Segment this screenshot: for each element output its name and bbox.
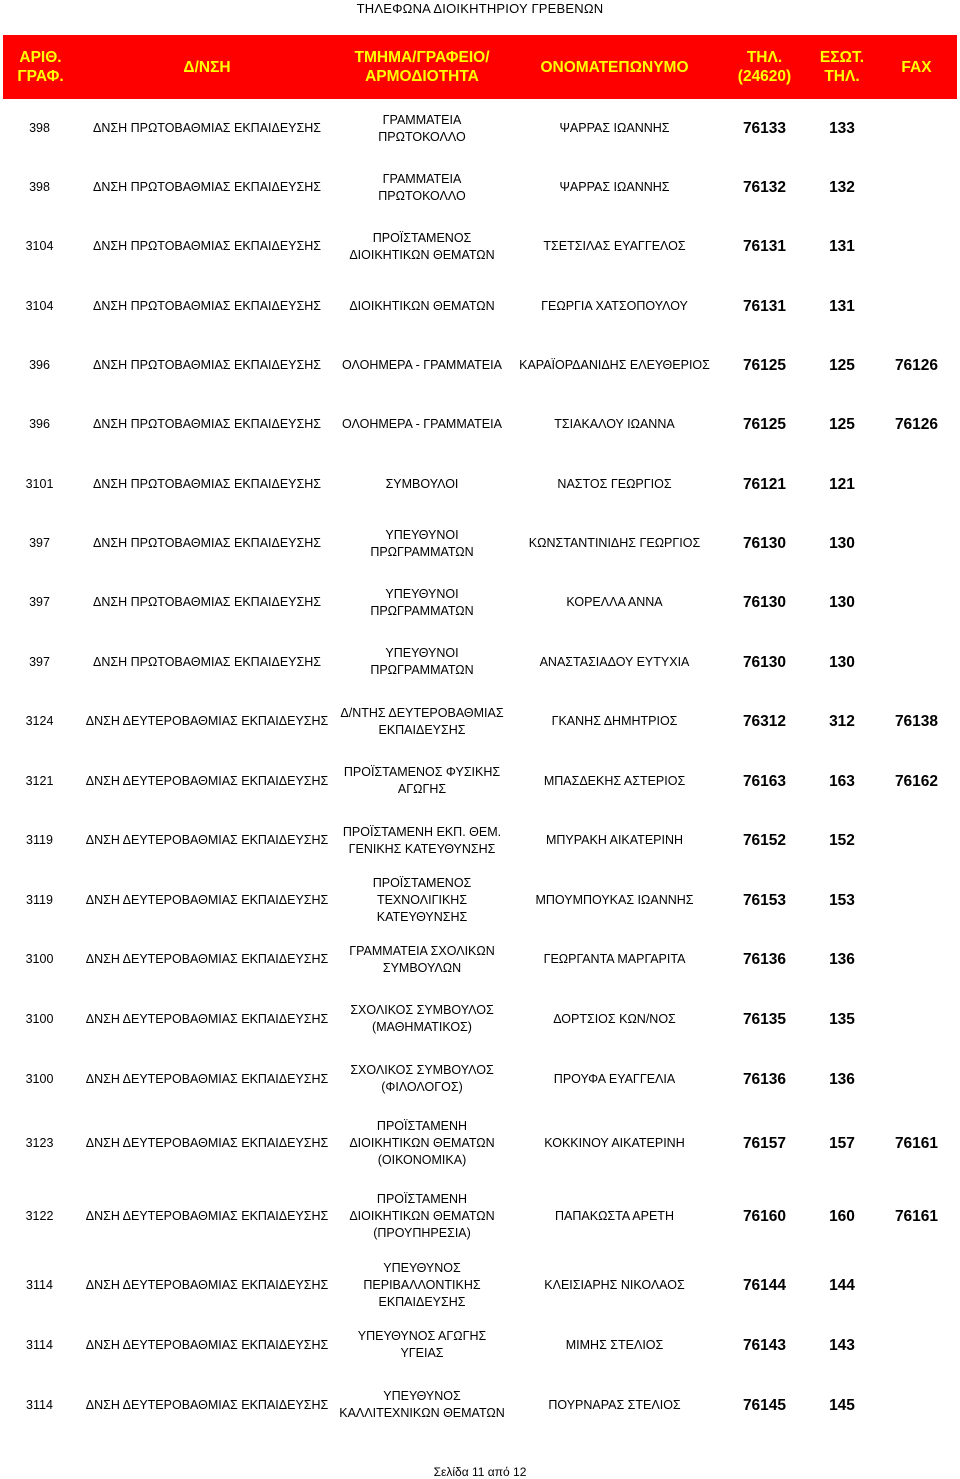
cell-internal: 130 bbox=[829, 535, 855, 552]
header-name: ΟΝΟΜΑΤΕΠΩΝΥΜΟ bbox=[508, 35, 721, 99]
cell-phone: 76312 bbox=[742, 713, 787, 730]
cell-phone: 76153 bbox=[742, 891, 787, 909]
cell-code: 396 bbox=[29, 417, 50, 431]
cell-code: 396 bbox=[29, 358, 50, 372]
cell-directorate: ΔΝΣΗ ΔΕΥΤΕΡΟΒΑΘΜΙΑΣ ΕΚΠΑΙΔΕΥΣΗΣ bbox=[85, 1337, 329, 1352]
cell-internal: 131 bbox=[829, 297, 855, 315]
cell-internal: 131 bbox=[829, 238, 855, 255]
cell-internal: 160 bbox=[829, 1208, 855, 1225]
cell-phone: 76163 bbox=[742, 772, 787, 790]
cell-fax bbox=[876, 573, 957, 632]
cell-directorate: ΔΝΣΗ ΠΡΩΤΟΒΑΘΜΙΑΣ ΕΚΠΑΙΔΕΥΣΗΣ bbox=[92, 180, 322, 194]
cell-name: ΨΑΡΡΑΣ ΙΩΑΝΝΗΣ bbox=[559, 180, 670, 194]
cell-directorate: ΔΝΣΗ ΔΕΥΤΕΡΟΒΑΘΜΙΑΣ ΕΚΠΑΙΔΕΥΣΗΣ bbox=[85, 892, 329, 907]
cell-directorate: ΔΝΣΗ ΔΕΥΤΕΡΟΒΑΘΜΙΑΣ ΕΚΠΑΙΔΕΥΣΗΣ bbox=[85, 1071, 329, 1086]
cell-department: ΠΡΟΪΣΤΑΜΕΝΟΣ ΤΕΧΝΟΛΙΓΙΚΗΣ ΚΑΤΕΥΘΥΝΣΗΣ bbox=[372, 875, 472, 924]
cell-name: ΑΝΑΣΤΑΣΙΑΔΟΥ ΕΥΤΥΧΙΑ bbox=[539, 654, 690, 669]
cell-fax: 76161 bbox=[894, 1135, 939, 1152]
cell-internal: 153 bbox=[829, 891, 855, 909]
cell-fax bbox=[876, 99, 957, 158]
cell-name: ΜΙΜΗΣ ΣΤΕΛΙΟΣ bbox=[565, 1337, 664, 1352]
table-row bbox=[3, 1049, 957, 1109]
header-code: ΑΡΙΘ. ΓΡΑΦ. bbox=[3, 35, 78, 99]
cell-phone: 76121 bbox=[742, 475, 787, 493]
cell-code: 3104 bbox=[25, 298, 54, 313]
cell-name: ΔΟΡΤΣΙΟΣ ΚΩΝ/ΝΟΣ bbox=[553, 1011, 676, 1026]
cell-department: ΣΧΟΛΙΚΟΣ ΣΥΜΒΟΥΛΟΣ (ΜΑΘΗΜΑΤΙΚΟΣ) bbox=[350, 1003, 494, 1034]
cell-name: ΚΑΡΑΪΟΡΔΑΝΙΔΗΣ ΕΛΕΥΘΕΡΙΟΣ bbox=[519, 358, 710, 372]
cell-name: ΨΑΡΡΑΣ ΙΩΑΝΝΗΣ bbox=[559, 121, 670, 135]
table-row bbox=[3, 751, 957, 811]
cell-phone: 76160 bbox=[742, 1208, 787, 1225]
cell-department: ΔΙΟΙΚΗΤΙΚΩΝ ΘΕΜΑΤΩΝ bbox=[349, 298, 495, 313]
cell-internal: 136 bbox=[829, 1070, 855, 1088]
table-body bbox=[3, 99, 957, 1435]
table-row bbox=[3, 989, 957, 1049]
cell-fax bbox=[876, 158, 957, 217]
cell-name: ΠΡΟΥΦΑ ΕΥΑΓΓΕΛΙΑ bbox=[553, 1071, 676, 1086]
cell-fax bbox=[876, 514, 957, 573]
cell-department: ΠΡΟΪΣΤΑΜΕΝΟΣ ΔΙΟΙΚΗΤΙΚΩΝ ΘΕΜΑΤΩΝ bbox=[349, 230, 495, 262]
cell-fax bbox=[876, 454, 957, 514]
cell-phone: 76135 bbox=[742, 1010, 787, 1028]
table-row bbox=[3, 1315, 957, 1375]
cell-phone: 76131 bbox=[742, 238, 787, 255]
header-internal: ΕΣΩΤ. ΤΗΛ. bbox=[808, 35, 876, 99]
cell-internal: 312 bbox=[829, 713, 855, 730]
cell-directorate: ΔΝΣΗ ΔΕΥΤΕΡΟΒΑΘΜΙΑΣ ΕΚΠΑΙΔΕΥΣΗΣ bbox=[85, 1397, 329, 1412]
cell-directorate: ΔΝΣΗ ΠΡΩΤΟΒΑΘΜΙΑΣ ΕΚΠΑΙΔΕΥΣΗΣ bbox=[92, 417, 322, 431]
cell-internal: 133 bbox=[829, 120, 855, 137]
cell-internal: 132 bbox=[829, 179, 855, 196]
cell-directorate: ΔΝΣΗ ΠΡΩΤΟΒΑΘΜΙΑΣ ΕΚΠΑΙΔΕΥΣΗΣ bbox=[92, 358, 322, 372]
table-row bbox=[3, 336, 957, 395]
table-row bbox=[3, 1109, 957, 1178]
cell-code: 398 bbox=[29, 121, 50, 135]
cell-fax bbox=[876, 217, 957, 276]
cell-directorate: ΔΝΣΗ ΠΡΩΤΟΒΑΘΜΙΑΣ ΕΚΠΑΙΔΕΥΣΗΣ bbox=[92, 476, 322, 491]
cell-name: ΓΚΑΝΗΣ ΔΗΜΗΤΡΙΟΣ bbox=[551, 714, 678, 728]
cell-directorate: ΔΝΣΗ ΠΡΩΤΟΒΑΘΜΙΑΣ ΕΚΠΑΙΔΕΥΣΗΣ bbox=[92, 121, 322, 135]
cell-phone: 76131 bbox=[742, 297, 787, 315]
table-row bbox=[3, 1255, 957, 1315]
cell-directorate: ΔΝΣΗ ΠΡΩΤΟΒΑΘΜΙΑΣ ΕΚΠΑΙΔΕΥΣΗΣ bbox=[92, 298, 322, 313]
cell-phone: 76143 bbox=[742, 1336, 787, 1354]
cell-internal: 130 bbox=[829, 653, 855, 671]
cell-department: ΟΛΟΗΜΕΡΑ - ΓΡΑΜΜΑΤΕΙΑ bbox=[342, 417, 502, 431]
cell-fax bbox=[876, 276, 957, 336]
cell-name: ΚΩΝΣΤΑΝΤΙΝΙΔΗΣ ΓΕΩΡΓΙΟΣ bbox=[528, 536, 701, 550]
cell-internal: 121 bbox=[829, 475, 855, 493]
cell-phone: 76125 bbox=[742, 416, 787, 433]
cell-fax: 76138 bbox=[894, 713, 939, 730]
header-directorate: Δ/ΝΣΗ bbox=[78, 35, 336, 99]
cell-phone: 76152 bbox=[742, 832, 787, 849]
cell-name: ΚΛΕΙΣΙΑΡΗΣ ΝΙΚΟΛΑΟΣ bbox=[544, 1277, 685, 1292]
header-department: ΤΜΗΜΑ/ΓΡΑΦΕΙΟ/ ΑΡΜΟΔΙΟΤΗΤΑ bbox=[336, 35, 508, 99]
cell-fax: 76126 bbox=[894, 416, 939, 433]
cell-department: ΣΥΜΒΟΥΛΟΙ bbox=[385, 476, 459, 491]
cell-name: ΓΕΩΡΓΙΑ ΧΑΤΣΟΠΟΥΛΟΥ bbox=[541, 298, 688, 313]
cell-phone: 76136 bbox=[742, 1070, 787, 1088]
cell-fax: 76126 bbox=[894, 357, 939, 374]
cell-fax bbox=[876, 811, 957, 870]
cell-fax bbox=[876, 1049, 957, 1109]
cell-internal: 136 bbox=[829, 951, 855, 968]
cell-department: ΥΠΕΥΘΥΝΟΙ ΠΡΩΓΡΑΜΜΑΤΩΝ bbox=[370, 527, 474, 559]
cell-department: ΥΠΕΥΘΥΝΟΣ ΑΓΩΓΗΣ ΥΓΕΙΑΣ bbox=[357, 1329, 487, 1360]
cell-directorate: ΔΝΣΗ ΔΕΥΤΕΡΟΒΑΘΜΙΑΣ ΕΚΠΑΙΔΕΥΣΗΣ bbox=[85, 714, 329, 728]
cell-code: 3100 bbox=[25, 1071, 54, 1086]
cell-fax bbox=[876, 1375, 957, 1435]
cell-code: 3100 bbox=[25, 1011, 54, 1026]
table-row bbox=[3, 454, 957, 514]
table-row bbox=[3, 217, 957, 276]
cell-department: ΠΡΟΪΣΤΑΜΕΝΗ ΔΙΟΙΚΗΤΙΚΩΝ ΘΕΜΑΤΩΝ (ΠΡΟΥΠΗΡΕΣΙΑ) bbox=[349, 1192, 495, 1240]
cell-fax: 76162 bbox=[894, 772, 939, 790]
cell-department: ΥΠΕΥΘΥΝΟΣ ΠΕΡΙΒΑΛΛΟΝΤΙΚΗΣ ΕΚΠΑΙΔΕΥΣΗΣ bbox=[363, 1260, 481, 1309]
cell-phone: 76144 bbox=[742, 1276, 787, 1294]
cell-internal: 143 bbox=[829, 1336, 855, 1354]
cell-directorate: ΔΝΣΗ ΔΕΥΤΕΡΟΒΑΘΜΙΑΣ ΕΚΠΑΙΔΕΥΣΗΣ bbox=[85, 1136, 329, 1150]
cell-phone: 76133 bbox=[742, 120, 787, 137]
cell-code: 3114 bbox=[26, 1277, 53, 1292]
cell-code: 3114 bbox=[26, 1337, 53, 1352]
cell-department: ΠΡΟΪΣΤΑΜΕΝΟΣ ΦΥΣΙΚΗΣ ΑΓΩΓΗΣ bbox=[343, 765, 501, 796]
cell-fax bbox=[876, 632, 957, 692]
table-row bbox=[3, 514, 957, 573]
cell-internal: 144 bbox=[829, 1276, 855, 1294]
cell-code: 397 bbox=[29, 654, 50, 669]
cell-code: 3121 bbox=[25, 773, 54, 788]
table-row bbox=[3, 1178, 957, 1255]
cell-internal: 135 bbox=[829, 1010, 855, 1028]
table-row bbox=[3, 395, 957, 454]
cell-code: 3123 bbox=[25, 1136, 54, 1150]
cell-department: ΥΠΕΥΘΥΝΟΙ ΠΡΩΓΡΑΜΜΑΤΩΝ bbox=[370, 646, 474, 677]
cell-name: ΝΑΣΤΟΣ ΓΕΩΡΓΙΟΣ bbox=[557, 476, 672, 491]
cell-code: 3119 bbox=[26, 892, 53, 907]
cell-name: ΜΠΑΣΔΕΚΗΣ ΑΣΤΕΡΙΟΣ bbox=[543, 773, 686, 788]
cell-internal: 125 bbox=[829, 416, 855, 433]
table-row bbox=[3, 930, 957, 989]
cell-internal: 125 bbox=[829, 357, 855, 374]
cell-directorate: ΔΝΣΗ ΠΡΩΤΟΒΑΘΜΙΑΣ ΕΚΠΑΙΔΕΥΣΗΣ bbox=[92, 239, 322, 253]
cell-directorate: ΔΝΣΗ ΠΡΩΤΟΒΑΘΜΙΑΣ ΕΚΠΑΙΔΕΥΣΗΣ bbox=[92, 595, 322, 609]
cell-name: ΠΑΠΑΚΩΣΤΑ ΑΡΕΤΗ bbox=[555, 1209, 674, 1223]
cell-phone: 76130 bbox=[742, 535, 787, 552]
cell-directorate: ΔΝΣΗ ΔΕΥΤΕΡΟΒΑΘΜΙΑΣ ΕΚΠΑΙΔΕΥΣΗΣ bbox=[85, 952, 329, 966]
cell-fax bbox=[876, 1255, 957, 1315]
header-fax: FAX bbox=[876, 35, 957, 99]
cell-code: 3119 bbox=[26, 833, 53, 847]
cell-name: ΤΣΕΤΣΙΛΑΣ ΕΥΑΓΓΕΛΟΣ bbox=[543, 239, 686, 253]
cell-code: 397 bbox=[29, 595, 50, 609]
table-row bbox=[3, 276, 957, 336]
cell-phone: 76130 bbox=[742, 653, 787, 671]
phone-directory-table bbox=[3, 35, 957, 1435]
cell-name: ΤΣΙΑΚΑΛΟΥ ΙΩΑΝΝΑ bbox=[554, 417, 675, 431]
cell-department: Δ/ΝΤΗΣ ΔΕΥΤΕΡΟΒΑΘΜΙΑΣ ΕΚΠΑΙΔΕΥΣΗΣ bbox=[340, 705, 504, 737]
table-row bbox=[3, 158, 957, 217]
cell-fax bbox=[876, 870, 957, 930]
cell-name: ΓΕΩΡΓΑΝΤΑ ΜΑΡΓΑΡΙΤΑ bbox=[543, 952, 686, 966]
cell-name: ΚΟΡΕΛΛΑ ΑΝΝΑ bbox=[566, 595, 663, 609]
cell-phone: 76136 bbox=[742, 951, 787, 968]
cell-department: ΓΡΑΜΜΑΤΕΙΑ ΠΡΩΤΟΚΟΛΛΟ bbox=[378, 112, 466, 144]
cell-department: ΓΡΑΜΜΑΤΕΙΑ ΣΧΟΛΙΚΩΝ ΣΥΜΒΟΥΛΩΝ bbox=[349, 943, 495, 975]
cell-phone: 76132 bbox=[742, 179, 787, 196]
cell-internal: 145 bbox=[829, 1396, 855, 1414]
cell-department: ΠΡΟΪΣΤΑΜΕΝΗ ΔΙΟΙΚΗΤΙΚΩΝ ΘΕΜΑΤΩΝ (ΟΙΚΟΝΟΜΙΚΑ) bbox=[349, 1119, 495, 1167]
cell-department: ΥΠΕΥΘΥΝΟΣ ΚΑΛΛΙΤΕΧΝΙΚΩΝ ΘΕΜΑΤΩΝ bbox=[339, 1389, 505, 1420]
page-title: ΤΗΛΕΦΩΝΑ ΔΙΟΙΚΗΤΗΡΙΟΥ ΓΡΕΒΕΝΩΝ bbox=[356, 1, 604, 16]
cell-fax bbox=[876, 930, 957, 989]
cell-directorate: ΔΝΣΗ ΔΕΥΤΕΡΟΒΑΘΜΙΑΣ ΕΚΠΑΙΔΕΥΣΗΣ bbox=[85, 1011, 329, 1026]
cell-department: ΥΠΕΥΘΥΝΟΙ ΠΡΩΓΡΑΜΜΑΤΩΝ bbox=[370, 586, 474, 618]
cell-name: ΚΟΚΚΙΝΟΥ ΑΙΚΑΤΕΡΙΝΗ bbox=[544, 1136, 685, 1150]
header-row bbox=[3, 35, 957, 99]
cell-fax bbox=[876, 989, 957, 1049]
cell-department: ΓΡΑΜΜΑΤΕΙΑ ΠΡΩΤΟΚΟΛΛΟ bbox=[378, 171, 466, 203]
cell-name: ΠΟΥΡΝΑΡΑΣ ΣΤΕΛΙΟΣ bbox=[548, 1397, 681, 1412]
cell-code: 3101 bbox=[25, 476, 54, 491]
cell-code: 3114 bbox=[26, 1397, 53, 1412]
cell-code: 3100 bbox=[25, 952, 54, 966]
cell-phone: 76125 bbox=[742, 357, 787, 374]
cell-phone: 76145 bbox=[742, 1396, 787, 1414]
cell-phone: 76130 bbox=[742, 594, 787, 611]
table-row bbox=[3, 870, 957, 930]
cell-name: ΜΠΟΥΜΠΟΥΚΑΣ ΙΩΑΝΝΗΣ bbox=[535, 892, 694, 907]
cell-code: 3124 bbox=[25, 714, 54, 728]
cell-internal: 130 bbox=[829, 594, 855, 611]
cell-directorate: ΔΝΣΗ ΔΕΥΤΕΡΟΒΑΘΜΙΑΣ ΕΚΠΑΙΔΕΥΣΗΣ bbox=[85, 1209, 329, 1223]
table-row bbox=[3, 692, 957, 751]
cell-directorate: ΔΝΣΗ ΠΡΩΤΟΒΑΘΜΙΑΣ ΕΚΠΑΙΔΕΥΣΗΣ bbox=[92, 654, 322, 669]
cell-name: ΜΠΥΡΑΚΗ ΑΙΚΑΤΕΡΙΝΗ bbox=[545, 833, 684, 847]
cell-internal: 157 bbox=[829, 1135, 855, 1152]
cell-directorate: ΔΝΣΗ ΔΕΥΤΕΡΟΒΑΘΜΙΑΣ ΕΚΠΑΙΔΕΥΣΗΣ bbox=[85, 833, 329, 847]
cell-directorate: ΔΝΣΗ ΔΕΥΤΕΡΟΒΑΘΜΙΑΣ ΕΚΠΑΙΔΕΥΣΗΣ bbox=[85, 1277, 329, 1292]
table-row bbox=[3, 99, 957, 158]
cell-internal: 163 bbox=[829, 772, 855, 790]
cell-code: 3104 bbox=[25, 239, 54, 253]
cell-department: ΣΧΟΛΙΚΟΣ ΣΥΜΒΟΥΛΟΣ (ΦΙΛΟΛΟΓΟΣ) bbox=[350, 1063, 494, 1094]
table-row bbox=[3, 1375, 957, 1435]
cell-fax bbox=[876, 1315, 957, 1375]
cell-department: ΟΛΟΗΜΕΡΑ - ΓΡΑΜΜΑΤΕΙΑ bbox=[342, 358, 502, 372]
cell-code: 398 bbox=[29, 180, 50, 194]
header-phone: ΤΗΛ. (24620) bbox=[721, 35, 808, 99]
cell-internal: 152 bbox=[829, 832, 855, 849]
cell-code: 397 bbox=[29, 536, 50, 550]
page-footer: Σελίδα 11 από 12 bbox=[433, 1465, 527, 1479]
cell-phone: 76157 bbox=[742, 1135, 787, 1152]
cell-department: ΠΡΟΪΣΤΑΜΕΝΗ ΕΚΠ. ΘΕΜ. ΓΕΝΙΚΗΣ ΚΑΤΕΥΘΥΝΣΗΣ bbox=[342, 824, 502, 856]
table-row bbox=[3, 632, 957, 692]
cell-fax: 76161 bbox=[894, 1208, 939, 1225]
cell-directorate: ΔΝΣΗ ΔΕΥΤΕΡΟΒΑΘΜΙΑΣ ΕΚΠΑΙΔΕΥΣΗΣ bbox=[85, 773, 329, 788]
cell-directorate: ΔΝΣΗ ΠΡΩΤΟΒΑΘΜΙΑΣ ΕΚΠΑΙΔΕΥΣΗΣ bbox=[92, 536, 322, 550]
table-row bbox=[3, 811, 957, 870]
cell-code: 3122 bbox=[25, 1209, 54, 1223]
table-row bbox=[3, 573, 957, 632]
